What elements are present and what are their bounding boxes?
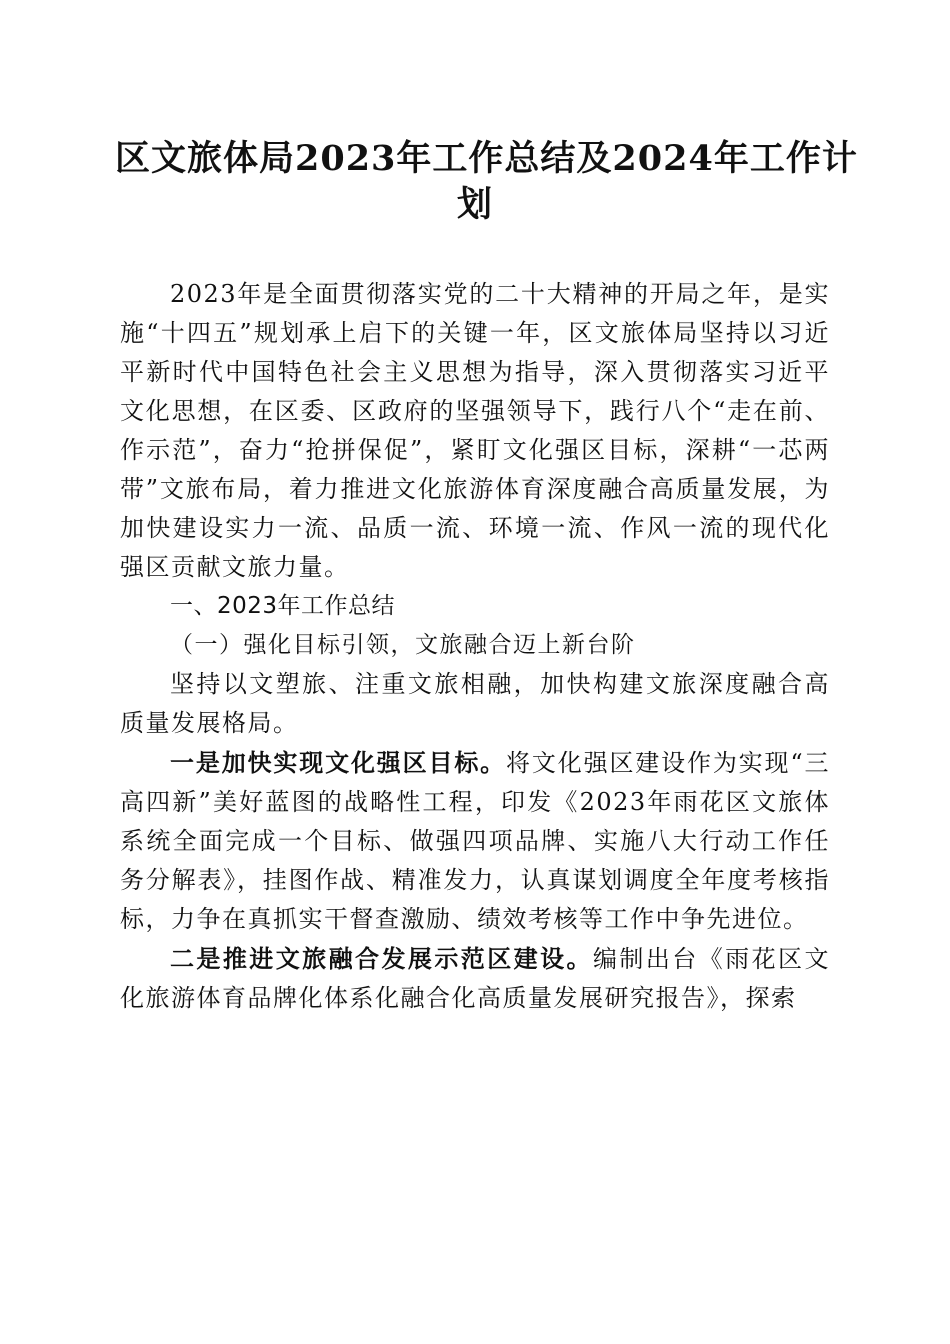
title-line-1: 区文旅体局2023年工作总结及2024年工作计 [115,138,858,179]
item-2-lead: 二是推进文旅融合发展示范区建设。 [170,944,593,973]
section-heading-2023-summary: 一、2023年工作总结 [170,593,396,619]
item-2-text: 编制出台《雨花区文化旅游体育品牌化体系化融合化高质量发展研究报告》，探索 [120,945,830,1012]
item-1-lead: 一是加快实现文化强区目标。 [170,748,507,777]
item-1-text: 将文化强区建设作为实现“三高四新”美好蓝图的战略性工程，印发《2023年雨花区文旅体系统全面完成一个目标、做强四项品牌、实施八大行动工作任务分解表》，挂图作战、精准发力，认真谋划调度全年度考核指标，力争在真抓实干督查激励、绩效考核等工作中争先进位。 [120,749,831,933]
title-line-2: 划 [456,184,493,225]
document-body [120,275,830,1018]
subsection-1-intro: 坚持以文塑旅、注重文旅相融，加快构建文旅深度融合高质量发展格局。 [120,670,830,737]
item-2-paragraph [120,939,830,1018]
subsection-heading-1: （一）强化目标引领，文旅融合迈上新台阶 [170,632,636,658]
intro-paragraph: 2023年是全面贯彻落实党的二十大精神的开局之年，是实施“十四五”规划承上启下的关键一年，区文旅体局坚持以习近平新时代中国特色社会主义思想为指导，深入贯彻落实习近平文化思想，在区委、区政府的坚强领导下，践行八个“走在前、作示范”，奋力“抢拼保促”，紧盯文化强区目标，深耕“一芯两带”文旅布局，着力推进文化旅游体育深度融合高质量发展，为加快建设实力一流、品质一流、环境一流、作风一流的现代化强区贡献文旅力量。 [120,280,830,581]
document-title [115,136,858,228]
item-1-paragraph [120,743,830,939]
